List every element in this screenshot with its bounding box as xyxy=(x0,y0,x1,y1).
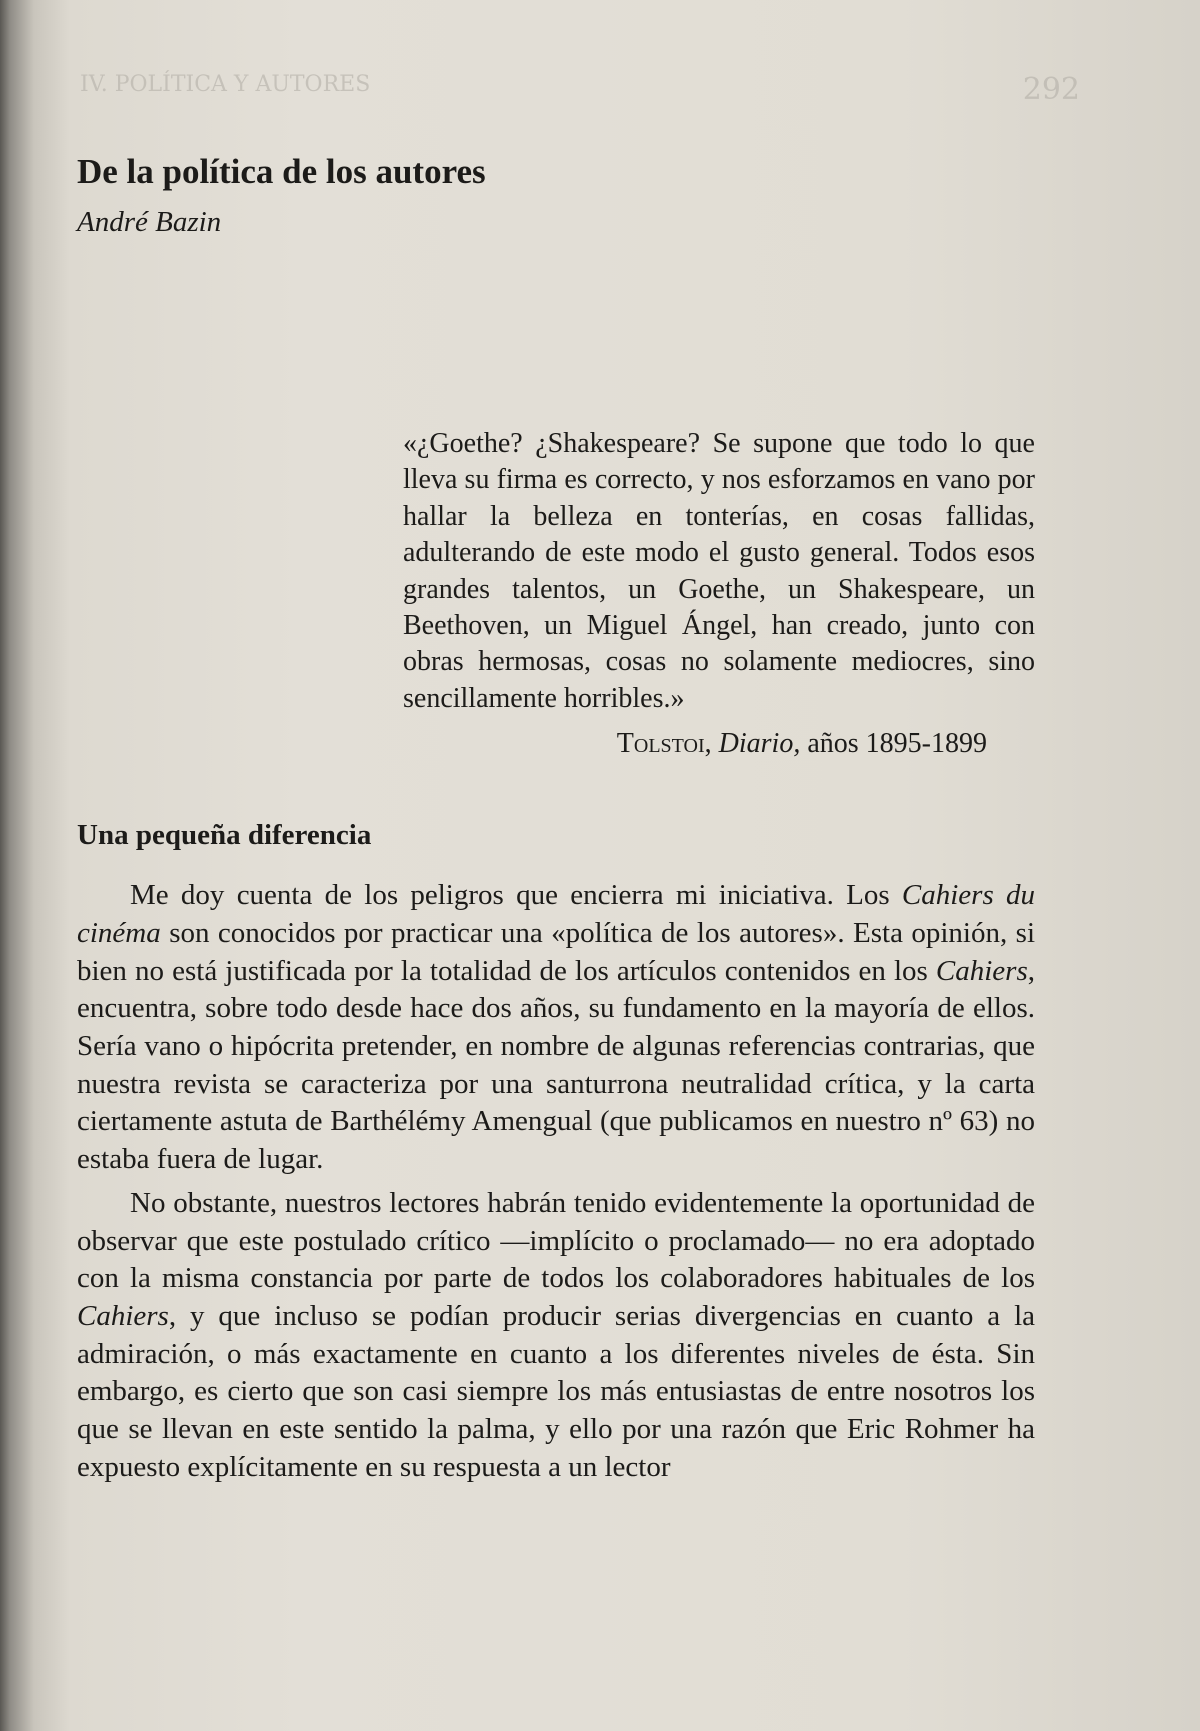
running-header-text: IV. POLÍTICA Y AUTORES xyxy=(80,72,371,97)
section-heading: Una pequeña diferencia xyxy=(77,819,372,852)
paragraph-2-cahiers: Cahiers xyxy=(77,1299,169,1332)
paragraph-1-journal-title: Cahiers du cinéma xyxy=(77,879,1035,949)
paragraph-1-cahiers: Cahiers xyxy=(935,954,1028,987)
article-body xyxy=(77,150,1035,1487)
paragraph-2-text-c: , y que incluso se podían producir serias divergencias en cuanto a la admiración, o más exactamente en cuanto a los diferentes niveles de ésta. Sin embargo, es cierto que son casi siempre los más entusiastas de entre nosotros los que se llevan en este sentido la palma, y ello por una razón que Eric Rohmer ha expuesto explícitamente en su respuesta a un lector xyxy=(77,1299,1035,1483)
article-author: André Bazin xyxy=(77,206,222,238)
running-header xyxy=(80,72,1080,112)
body-paragraph-1 xyxy=(77,877,1035,1179)
article-title: De la política de los autores xyxy=(77,152,486,191)
attribution-name: Tolstoi, xyxy=(616,728,712,760)
paragraph-1-text-a: Me doy cuenta de los peligros que encierra mi iniciativa. Los xyxy=(130,879,890,912)
attribution-years: años 1895-1899 xyxy=(807,728,987,760)
page-number: 292 xyxy=(1022,72,1080,107)
epigraph-attribution xyxy=(77,725,987,763)
epigraph-quote: «¿Goethe? ¿Shakespeare? Se supone que todo lo que lleva su firma es correcto, y nos esforzamos en vano por hallar la belleza en tonterías, en cosas fallidas, adulterando de este modo el gusto general. Todos esos grandes talentos, un Goethe, un Shakespeare, un Beethoven, un Miguel Ángel, han creado, junto con obras hermosas, cosas no solamente mediocres, sino sencillamente horribles.» xyxy=(403,428,1035,714)
paragraph-1-text-c: son conocidos por practicar una «política de los autores». Esta opinión, si bien no está justificada por la totalidad de los artículos contenidos en los xyxy=(77,916,1036,987)
paragraph-2-text-a: No obstante, nuestros lectores habrán tenido evidentemente la oportunidad de observar que este postulado crítico —implícito o proclamado— no era adoptado con la misma constancia por parte de todos los colaboradores habituales de los xyxy=(77,1186,1035,1295)
paragraph-1-text-e: , encuentra, sobre todo desde hace dos años, su fundamento en la mayoría de ellos. Sería vano o hipócrita pretender, en nombre de algunas referencias contrarias, que nuestra revista se caracteriza por una santurrona neutralidad crítica, y la carta ciertamente astuta de Barthélémy Amengual (que publicamos en nuestro nº 63) no estaba fuera de lugar. xyxy=(77,954,1035,1176)
attribution-work: Diario, xyxy=(718,728,801,760)
body-paragraph-2 xyxy=(77,1185,1035,1487)
